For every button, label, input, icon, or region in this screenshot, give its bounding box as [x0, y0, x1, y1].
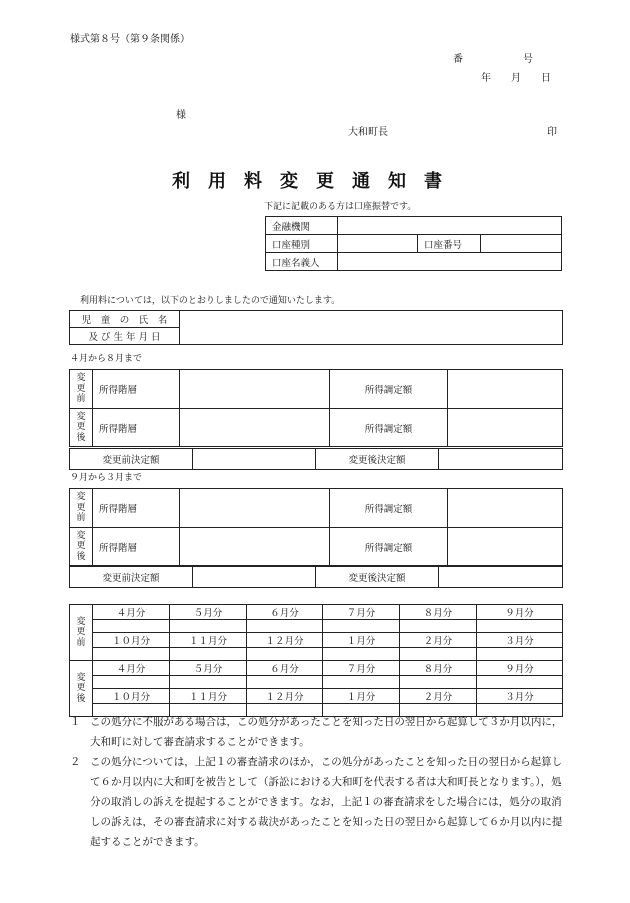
month-label: １０月分 — [93, 633, 170, 648]
notice-text: 利用料については，以下のとおりしましたので通知いたします。 — [80, 296, 341, 306]
note-number: １ — [70, 716, 81, 728]
after-label: 変 更 後 — [70, 661, 93, 717]
month-label: ３月分 — [477, 633, 563, 648]
after-month-amount-field[interactable] — [400, 676, 477, 689]
account-holder-field[interactable] — [338, 253, 562, 271]
after-month-amount-field[interactable] — [247, 676, 323, 689]
month-label: ３月分 — [477, 689, 563, 704]
month-label: ８月分 — [400, 661, 477, 676]
before-month-amount-field[interactable] — [477, 620, 563, 633]
before-label: 変 更 前 — [70, 605, 93, 661]
period-table — [69, 369, 563, 447]
account-type-field[interactable] — [338, 235, 418, 253]
after-decision-field[interactable] — [439, 567, 563, 588]
month-label: １１月分 — [170, 689, 247, 704]
note-text: この処分については，上記１の審査請求のほか，この処分があったことを知った日の翌日から起算して６か月以内に大和町を被告として（訴訟における大和町を代表する者は大和町長となります。），処分の取消しの訴えを提起することができます。なお，上記１の審査請求をした場合には，処分の取消しの訴えは，その審査請求に対する裁決があったことを知った日の翌日から起算して６か月以内に提起することができます。 — [90, 756, 563, 848]
month-label: １月分 — [323, 633, 400, 648]
income-amount-label: 所得調定額 — [330, 489, 448, 528]
before-month-amount-field[interactable] — [93, 648, 170, 661]
income-amount-before-field[interactable] — [448, 489, 563, 528]
after-decision-label: 変更後決定額 — [316, 567, 439, 588]
notes — [70, 712, 564, 852]
institution-label: 金融機関 — [266, 217, 338, 235]
month-label: １１月分 — [170, 633, 247, 648]
note-item — [70, 712, 564, 752]
income-amount-label: 所得調定額 — [330, 409, 448, 447]
before-month-amount-field[interactable] — [247, 648, 323, 661]
before-label: 変 更 前 — [70, 489, 93, 528]
before-month-amount-field[interactable] — [247, 620, 323, 633]
month-label: ５月分 — [170, 661, 247, 676]
after-month-amount-field[interactable] — [477, 676, 563, 689]
income-tier-label: 所得階層 — [93, 370, 180, 409]
month-label: ２月分 — [400, 633, 477, 648]
before-month-amount-field[interactable] — [400, 620, 477, 633]
seal-mark: 印 — [547, 127, 557, 138]
month-label: ７月分 — [323, 605, 400, 620]
month-label: ６月分 — [247, 605, 323, 620]
before-decision-field[interactable] — [193, 567, 316, 588]
before-month-amount-field[interactable] — [477, 648, 563, 661]
before-month-amount-field[interactable] — [170, 620, 247, 633]
note-item — [70, 752, 564, 852]
month-label: ２月分 — [400, 689, 477, 704]
after-decision-label: 変更後決定額 — [316, 449, 439, 470]
number-label: 番 号 — [453, 54, 533, 65]
period-label: ９月から３月まで — [70, 473, 143, 483]
income-tier-before-field[interactable] — [180, 370, 330, 409]
before-decision-label: 変更前決定額 — [70, 449, 193, 470]
income-amount-after-field[interactable] — [448, 409, 563, 447]
institution-field[interactable] — [338, 217, 562, 235]
income-tier-before-field[interactable] — [180, 489, 330, 528]
account-holder-label: 口座名義人 — [266, 253, 338, 271]
month-label: ４月分 — [93, 605, 170, 620]
monthly-fee-table — [69, 604, 563, 717]
month-label: ６月分 — [247, 661, 323, 676]
after-label: 変 更 後 — [70, 528, 93, 566]
income-tier-label: 所得階層 — [93, 528, 180, 566]
income-amount-label: 所得調定額 — [330, 370, 448, 409]
month-label: ７月分 — [323, 661, 400, 676]
before-month-amount-field[interactable] — [323, 620, 400, 633]
date-label: 年 月 日 — [481, 73, 551, 84]
income-tier-after-field[interactable] — [180, 409, 330, 447]
account-type-label: 口座種別 — [266, 235, 338, 253]
note-text: この処分に不服がある場合は，この処分があったことを知った日の翌日から起算して３か月以内に，大和町に対して審査請求することができます。 — [90, 716, 563, 748]
addressee-suffix: 様 — [176, 110, 186, 121]
month-label: １月分 — [323, 689, 400, 704]
before-month-amount-field[interactable] — [323, 648, 400, 661]
child-name-label: 児 童 の 氏 名 — [70, 311, 180, 328]
before-month-amount-field[interactable] — [93, 620, 170, 633]
child-info-field[interactable] — [180, 311, 563, 345]
after-month-amount-field[interactable] — [170, 676, 247, 689]
month-label: ５月分 — [170, 605, 247, 620]
bank-intro: 下記に記載のある方は口座振替です。 — [264, 202, 417, 212]
form-id: 様式第８号（第９条関係） — [70, 34, 190, 45]
period-table — [69, 488, 563, 566]
decision-table — [69, 448, 563, 470]
month-label: ４月分 — [93, 661, 170, 676]
child-table — [69, 310, 563, 345]
month-label: １２月分 — [247, 689, 323, 704]
before-month-amount-field[interactable] — [170, 648, 247, 661]
after-decision-field[interactable] — [439, 449, 563, 470]
before-decision-field[interactable] — [193, 449, 316, 470]
month-label: ８月分 — [400, 605, 477, 620]
bank-table — [265, 216, 562, 271]
issuer-name: 大和町長 — [348, 127, 388, 138]
after-label: 変 更 後 — [70, 409, 93, 447]
income-tier-label: 所得階層 — [93, 489, 180, 528]
note-number: ２ — [70, 756, 81, 768]
month-label: ９月分 — [477, 661, 563, 676]
income-tier-label: 所得階層 — [93, 409, 180, 447]
after-month-amount-field[interactable] — [323, 676, 400, 689]
before-label: 変 更 前 — [70, 370, 93, 409]
child-birth-label: 及 び 生 年 月 日 — [70, 328, 180, 345]
page-title: 利 用 料 変 更 通 知 書 — [172, 171, 442, 192]
account-number-label: 口座番号 — [418, 235, 481, 253]
before-decision-label: 変更前決定額 — [70, 567, 193, 588]
income-amount-after-field[interactable] — [448, 528, 563, 566]
month-label: １２月分 — [247, 633, 323, 648]
after-month-amount-field[interactable] — [93, 676, 170, 689]
account-number-field[interactable] — [481, 235, 562, 253]
decision-table — [69, 566, 563, 588]
income-amount-before-field[interactable] — [448, 370, 563, 409]
month-label: １０月分 — [93, 689, 170, 704]
period-label: ４月から８月まで — [70, 354, 143, 364]
month-label: ９月分 — [477, 605, 563, 620]
income-amount-label: 所得調定額 — [330, 528, 448, 566]
before-month-amount-field[interactable] — [400, 648, 477, 661]
income-tier-after-field[interactable] — [180, 528, 330, 566]
